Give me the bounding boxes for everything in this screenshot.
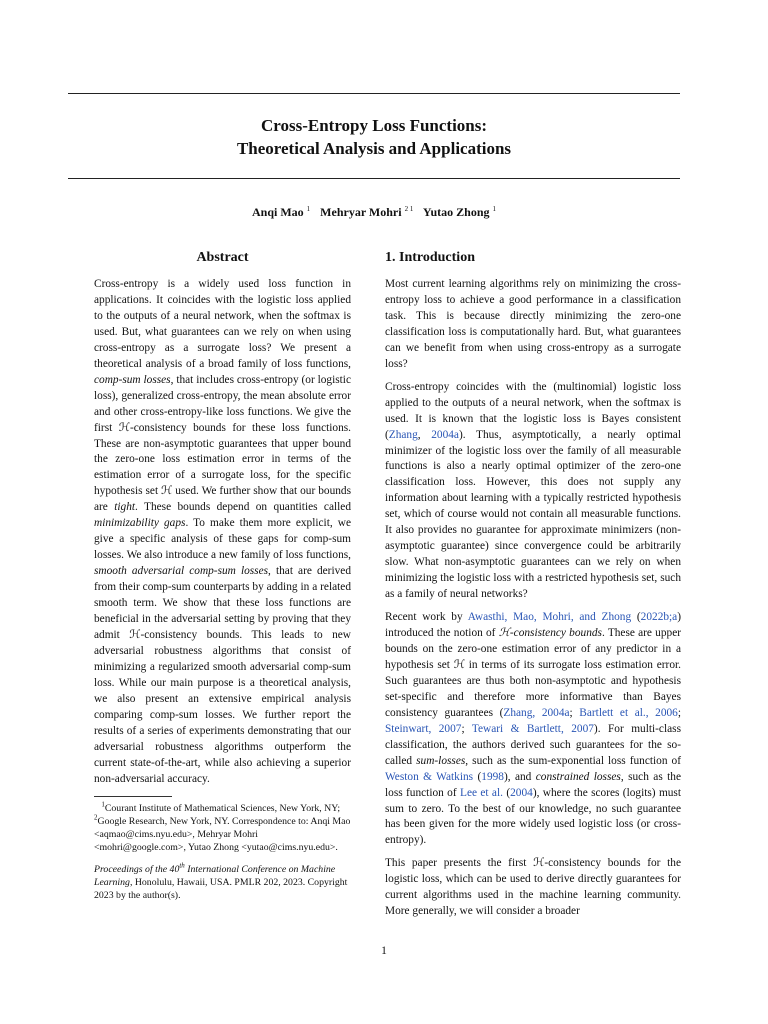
- abstract-text: Cross-entropy is a widely used loss function in applications. It coincides with the logistic loss applied to the outputs of a neural network, when the softmax is used. But, what guarantees can we rely on when using cross-entropy as a surrogate loss? We present a theoretical analysis of a broad family of loss functions, comp-sum losses, that includes cross-entropy (or logistic loss), generalized cross-entropy, the mean absolute error and other cross-entropy-like loss functions. We give the first ℋ-consistency bounds for these loss functions. These are non-asymptotic guarantees that upper bound the zero-one loss estimation error in terms of the estimation error of a surrogate loss, for the specific hypothesis set ℋ used. We further show that our bounds are tight. These bounds depend on quantities called minimizability gaps. To make them more explicit, we give a specific analysis of these gaps for comp-sum losses. We also introduce a new family of loss functions, smooth adversarial comp-sum losses, that are derived from their comp-sum counterparts by adding in a related smooth term. We show that these loss functions are beneficial in the adversarial setting by proving that they admit ℋ-consistency bounds. This leads to new adversarial robustness algorithms that consist of minimizing a regularized smooth adversarial comp-sum loss. While our main purpose is a theoretical analysis, we also present an extensive empirical analysis comparing comp-sum losses. We further report the results of a series of experiments demonstrating that our adversarial robustness algorithms outperform the current state-of-the-art, while also achieving a superior non-adversarial accuracy.: [94, 278, 352, 785]
- citation-link[interactable]: 1998: [481, 770, 504, 783]
- page-number: 1: [381, 945, 387, 957]
- author-name: Mehryar Mohri: [320, 205, 402, 219]
- top-rule: [68, 93, 680, 94]
- citation-link[interactable]: 2004: [510, 786, 533, 799]
- abstract-heading: Abstract: [196, 250, 249, 265]
- intro-paragraph-4: This paper presents the first ℋ-consistency bounds for the logistic loss, which can be used to derive directly guarantees for current algorithms used in the machine learning community. More generally, we will consider a broader: [385, 857, 681, 918]
- citation-link[interactable]: Steinwart, 2007: [385, 722, 462, 735]
- citation-link[interactable]: Lee et al.: [460, 786, 503, 799]
- citation-link[interactable]: Weston & Watkins: [385, 770, 474, 783]
- title-line-2: Theoretical Analysis and Applications: [236, 139, 512, 158]
- citation-link[interactable]: Zhang: [388, 428, 418, 441]
- author-affiliation: 2 1: [404, 205, 414, 213]
- citation-link[interactable]: 2004a: [431, 428, 459, 441]
- citation-link[interactable]: Bartlett et al., 2006: [579, 706, 678, 719]
- footnote-divider: [94, 796, 172, 797]
- affiliation-footnote: $^1$Courant Institute of Mathematical Sciences, New York, NY; $^2$Google Research, New York, NY. Correspondence to: Anqi Mao <aqmao@cims.nyu.edu>, Mehryar Mohri <mohri@google.com>, Yutao Zhong <yutao@cims.nyu.edu>.: [94, 800, 351, 854]
- right-column: [385, 249, 681, 927]
- citation-link[interactable]: Awasthi, Mao, Mohri, and Zhong: [467, 611, 632, 624]
- author-affiliation: 1: [306, 205, 311, 213]
- introduction-heading: 1. Introduction: [385, 250, 475, 265]
- proceedings-footnote: Proceedings of the 40th International Conference on Machine Learning, Honolulu, Hawaii, USA. PMLR 202, 2023. Copyright 2023 by the author(s).: [94, 861, 348, 902]
- citation-link[interactable]: Zhang, 2004a: [503, 706, 570, 719]
- intro-paragraph-1: Most current learning algorithms rely on minimizing the cross-entropy loss to achieve a good performance in a classification task. This is because directly minimizing the zero-one classification loss is computationally hard. But, what guarantees can we benefit from when using cross-entropy as a surrogate loss?: [385, 278, 681, 370]
- citation-link[interactable]: Tewari & Bartlett, 2007: [471, 722, 594, 735]
- author-name: Yutao Zhong: [422, 205, 490, 219]
- title-line-1: Cross-Entropy Loss Functions:: [260, 116, 488, 135]
- intro-paragraph-2: Cross-entropy coincides with the (multinomial) logistic loss applied to the outputs of a neural network, when the softmax is used. It is known that the logistic loss is Bayes consistent (Zhang, 2004a). Thus, asymptotically, a nearly optimal minimizer of the logistic loss over the family of all measurable functions is also a nearly optimal optimizer of the zero-one classification loss. However, this does not supply any information about learning with a typically restricted hypothesis set, which of course would not contain all measurable functions. It also provides no guarantee for approximate minimizers (non-asymptotic guarantee) since convergence could be arbitrarily slow. What non-asymptotic guarantees can we rely on when minimizing the logistic loss with a restricted hypothesis set, such as a family of neural networks?: [385, 380, 681, 601]
- citation-link[interactable]: 2022b;a: [640, 611, 678, 624]
- bottom-rule: [68, 178, 680, 179]
- intro-paragraph-3: Recent work by Awasthi, Mao, Mohri, and Zhong (2022b;a) introduced the notion of ℋ-consistency bounds. These are upper bounds on the zero-one estimation error of any predictor in a hypothesis set ℋ in terms of its surrogate loss estimation error. Such guarantees are thus both non-asymptotic and hypothesis set-specific and therefore more informative than Bayes consistency guarantees (Zhang, 2004a; Bartlett et al., 2006; Steinwart, 2007; Tewari & Bartlett, 2007). For multi-class classification, the authors derived such guarantees for the so-called sum-losses, such as the sum-exponential loss function of Weston & Watkins (1998), and constrained losses, such as the loss function of Lee et al. (2004), where the scores (logits) must sum to zero. To the best of our knowledge, no such guarantee has been given for the more widely used logistic loss (or cross-entropy).: [385, 611, 682, 847]
- paper-title: [68, 114, 680, 160]
- author-name: Anqi Mao: [251, 205, 304, 219]
- left-column: [94, 249, 351, 911]
- author-affiliation: 1: [492, 205, 496, 213]
- author-list: [68, 204, 680, 220]
